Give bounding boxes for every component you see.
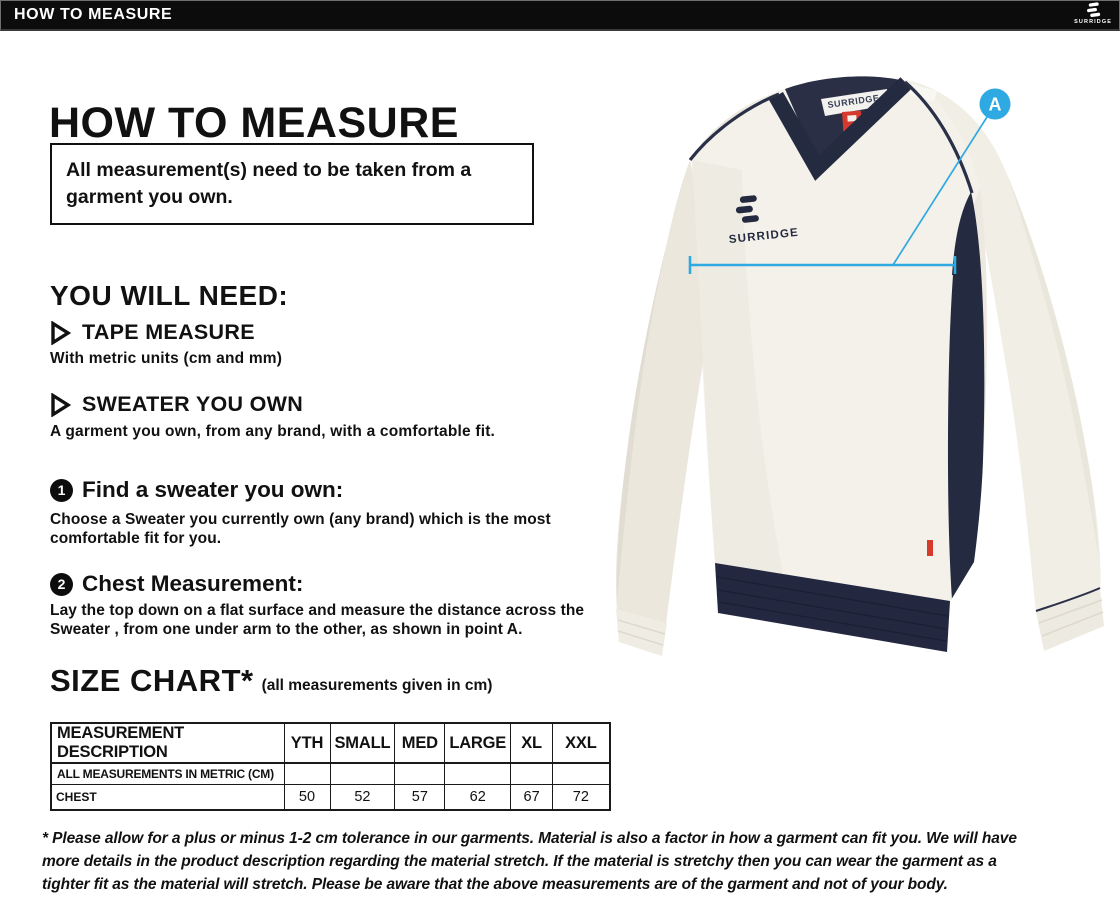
chest-logo-text: SURRIDGE xyxy=(728,226,800,247)
table-cell xyxy=(330,763,395,784)
column-header: LARGE xyxy=(445,723,511,763)
column-header: MED xyxy=(395,723,445,763)
step-title: Find a sweater you own: xyxy=(82,477,344,502)
header-bar xyxy=(0,0,1120,31)
step-number-badge: 2 xyxy=(50,573,73,596)
red-side-tag xyxy=(927,540,933,556)
size-chart-header-row xyxy=(51,723,610,763)
need-item-description: With metric units (cm and mm) xyxy=(50,350,283,367)
table-row xyxy=(51,763,610,784)
need-item-sweater xyxy=(50,392,303,417)
step-2-description: Lay the top down on a flat surface and measure the distance across the Sweater , from one under arm to the other, as shown in point A. xyxy=(50,602,585,638)
tolerance-footnote: * Please allow for a plus or minus 1-2 cm tolerance in our garments. Material is also a factor in how a garment can fit you. We will have more details in the product description regarding the material stretch. If the material is stretchy then you can wear the garment as a tighter fit as the material will stretch. Please be aware that the above measurements are of the garment and not of your body. xyxy=(42,829,1017,893)
column-header: XL xyxy=(511,723,553,763)
size-chart-table xyxy=(50,722,611,811)
triangle-bullet-icon xyxy=(50,393,71,417)
table-cell: 57 xyxy=(395,784,445,810)
row-label: ALL MEASUREMENTS IN METRIC (CM) xyxy=(51,763,284,784)
table-cell xyxy=(445,763,511,784)
table-cell: 50 xyxy=(284,784,330,810)
table-cell: 62 xyxy=(445,784,511,810)
notice-box: All measurement(s) need to be taken from a garment you own. xyxy=(50,143,534,225)
point-a-label: A xyxy=(988,94,1002,115)
need-item-tape-measure xyxy=(50,320,255,345)
surridge-emblem-icon xyxy=(1086,2,1101,19)
surridge-wordmark: SURRIDGE xyxy=(1074,19,1112,25)
header-title: HOW TO MEASURE xyxy=(14,6,173,23)
size-chart-subtitle: (all measurements given in cm) xyxy=(261,677,493,694)
column-header: YTH xyxy=(284,723,330,763)
surridge-logo xyxy=(1074,2,1112,26)
table-cell: 72 xyxy=(553,784,610,810)
step-1-description: Choose a Sweater you currently own (any brand) which is the most comfortable fit for you. xyxy=(50,511,551,547)
table-cell xyxy=(284,763,330,784)
you-will-need-heading: YOU WILL NEED: xyxy=(50,280,289,312)
page-title: HOW TO MEASURE xyxy=(49,98,459,147)
need-item-title: SWEATER YOU OWN xyxy=(82,392,304,416)
column-header: XXL xyxy=(553,723,610,763)
sweater-product-image xyxy=(590,60,1120,710)
size-chart-heading: SIZE CHART* xyxy=(50,663,254,698)
need-item-title: TAPE MEASURE xyxy=(82,320,255,344)
row-label: CHEST xyxy=(51,784,284,810)
table-cell xyxy=(511,763,553,784)
sweater-illustration xyxy=(590,60,1120,710)
need-item-description: A garment you own, from any brand, with a comfortable fit. xyxy=(50,423,496,440)
table-row xyxy=(51,784,610,810)
step-2-header xyxy=(50,571,303,597)
table-cell: 52 xyxy=(330,784,395,810)
step-number-badge: 1 xyxy=(50,479,73,502)
triangle-bullet-icon xyxy=(50,321,71,345)
size-chart-header xyxy=(50,663,492,699)
step-title: Chest Measurement: xyxy=(82,571,304,596)
column-header: SMALL xyxy=(330,723,395,763)
column-header: MEASUREMENT DESCRIPTION xyxy=(51,723,284,763)
neck-label-text: SURRIDGE xyxy=(826,92,881,110)
point-a-badge xyxy=(980,89,1011,120)
table-cell xyxy=(395,763,445,784)
table-cell: 67 xyxy=(511,784,553,810)
table-cell xyxy=(553,763,610,784)
step-1-header xyxy=(50,477,343,503)
